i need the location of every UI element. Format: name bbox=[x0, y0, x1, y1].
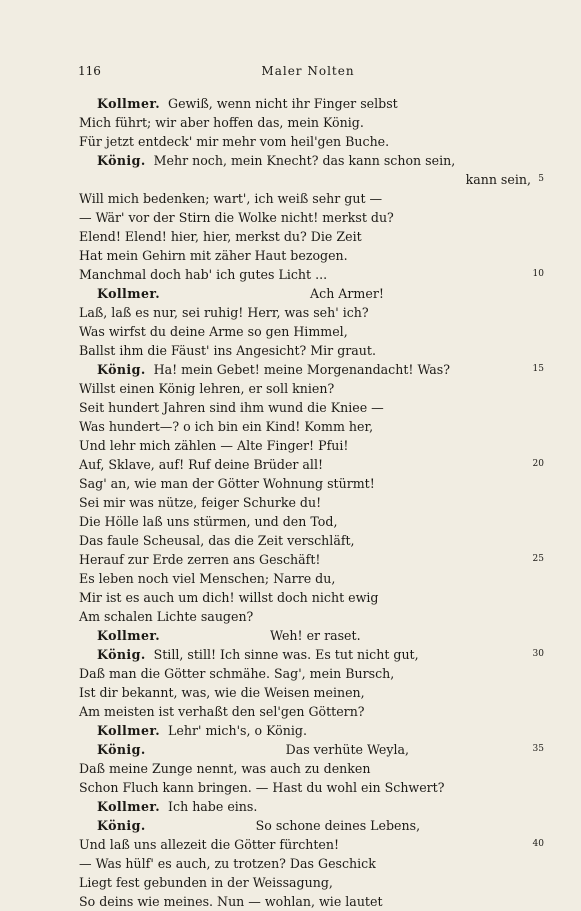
line-text: Seit hundert Jahren sind ihm wund die Kniee — bbox=[79, 400, 384, 415]
verse-line bbox=[79, 702, 541, 721]
verse-line bbox=[79, 721, 541, 740]
line-number: 25 bbox=[532, 554, 544, 564]
line-text: Und lehr mich zählen — Alte Finger! Pfui! bbox=[79, 438, 349, 453]
verse-line bbox=[79, 151, 541, 170]
verse-line bbox=[79, 740, 544, 759]
verse-line bbox=[79, 246, 541, 265]
line-text: Am meisten ist verhaßt den sel'gen Göttern? bbox=[79, 704, 365, 719]
line-text: Was hundert—? o ich bin ein Kind! Komm her, bbox=[79, 419, 374, 434]
line-number: 10 bbox=[532, 269, 544, 279]
verse-line bbox=[79, 835, 544, 854]
line-text: Das faule Scheusal, das die Zeit verschläft, bbox=[79, 533, 355, 548]
verse-line bbox=[79, 645, 544, 664]
verse-line bbox=[79, 797, 541, 816]
line-number: 20 bbox=[532, 459, 544, 469]
verse-line bbox=[79, 379, 541, 398]
verse-line bbox=[79, 531, 541, 550]
speaker-name: König. bbox=[97, 153, 146, 168]
line-text: Am schalen Lichte saugen? bbox=[79, 609, 254, 624]
line-text: Ballst ihm die Fäust' ins Angesicht? Mir graut. bbox=[79, 343, 376, 358]
speaker-name: König. bbox=[97, 362, 146, 377]
line-text: Was wirfst du deine Arme so gen Himmel, bbox=[79, 324, 348, 339]
line-text: Weh! er raset. bbox=[270, 628, 361, 643]
line-text: Und laß uns allezeit die Götter fürchten! bbox=[79, 837, 340, 852]
verse-line bbox=[79, 664, 541, 683]
verse-line bbox=[79, 360, 544, 379]
line-text: Lehr' mich's, o König. bbox=[168, 723, 307, 738]
verse-line bbox=[79, 94, 541, 113]
line-text: Für jetzt entdeck' mir mehr vom heil'gen Buche. bbox=[79, 134, 390, 149]
line-text: Will mich bedenken; wart', ich weiß sehr gut — bbox=[79, 191, 383, 206]
verse-line bbox=[79, 778, 541, 797]
verse-line bbox=[79, 493, 541, 512]
line-text: Ist dir bekannt, was, wie die Weisen meinen, bbox=[79, 685, 365, 700]
line-text: Hat mein Gehirn mit zäher Haut bezogen. bbox=[79, 248, 348, 263]
line-text: Das verhüte Weyla, bbox=[285, 742, 410, 757]
verse-line bbox=[79, 873, 541, 892]
verse-line bbox=[79, 322, 541, 341]
line-text: Ich habe eins. bbox=[168, 799, 258, 814]
verse-line bbox=[79, 474, 541, 493]
verse-line bbox=[79, 170, 544, 189]
speaker-name: Kollmer. bbox=[97, 799, 161, 814]
line-text: Die Hölle laß uns stürmen, und den Tod, bbox=[79, 514, 338, 529]
verse-line bbox=[79, 132, 541, 151]
verse-line bbox=[79, 512, 541, 531]
verse-line bbox=[79, 892, 541, 911]
verse-line bbox=[79, 816, 541, 835]
line-text: Willst einen König lehren, er soll knien? bbox=[79, 381, 335, 396]
line-text: Schon Fluch kann bringen. — Hast du wohl ein Schwert? bbox=[79, 780, 445, 795]
verse-line bbox=[79, 455, 544, 474]
speaker-name: Kollmer. bbox=[97, 628, 161, 643]
line-text: Daß man die Götter schmähe. Sag', mein Bursch, bbox=[79, 666, 395, 681]
verse-line bbox=[79, 113, 541, 132]
line-text: Sei mir was nütze, feiger Schurke du! bbox=[79, 495, 322, 510]
line-text: Laß, laß es nur, sei ruhig! Herr, was seh' ich? bbox=[79, 305, 369, 320]
line-text: Mich führt; wir aber hoffen das, mein König. bbox=[79, 115, 364, 130]
verse-line bbox=[79, 550, 544, 569]
line-text: Auf, Sklave, auf! Ruf deine Brüder all! bbox=[79, 457, 324, 472]
verse-line bbox=[79, 284, 541, 303]
line-number: 15 bbox=[532, 364, 544, 374]
line-number: 30 bbox=[532, 649, 544, 659]
verse-line bbox=[79, 341, 541, 360]
line-text: Liegt fest gebunden in der Weissagung, bbox=[79, 875, 333, 890]
line-text: Still, still! Ich sinne was. Es tut nicht gut, bbox=[153, 647, 419, 662]
verse-line bbox=[79, 208, 541, 227]
speaker-name: König. bbox=[97, 742, 146, 757]
line-number: 35 bbox=[532, 744, 544, 754]
line-number: 40 bbox=[532, 839, 544, 849]
verse-line bbox=[79, 303, 541, 322]
line-text: Ach Armer! bbox=[310, 286, 384, 301]
verse-line bbox=[79, 607, 541, 626]
speaker-name: Kollmer. bbox=[97, 286, 161, 301]
line-number: 5 bbox=[538, 174, 544, 184]
line-text: Gewiß, wenn nicht ihr Finger selbst bbox=[168, 96, 398, 111]
line-text: Es leben noch viel Menschen; Narre du, bbox=[79, 571, 336, 586]
running-title: Maler Nolten bbox=[261, 64, 355, 78]
verse-line bbox=[79, 398, 541, 417]
page-number: 116 bbox=[78, 64, 101, 78]
verse-line bbox=[79, 189, 541, 208]
verse-line bbox=[79, 227, 541, 246]
verse-line bbox=[79, 588, 541, 607]
verse-line bbox=[79, 759, 541, 778]
speaker-name: Kollmer. bbox=[97, 723, 161, 738]
line-text: Elend! Elend! hier, hier, merkst du? Die Zeit bbox=[79, 229, 362, 244]
line-text: — Wär' vor der Stirn die Wolke nicht! merkst du? bbox=[79, 210, 394, 225]
speaker-name: König. bbox=[97, 818, 146, 833]
line-text: Mehr noch, mein Knecht? das kann schon sein, bbox=[153, 153, 456, 168]
line-text: So schone deines Lebens, bbox=[255, 818, 421, 833]
page-header bbox=[78, 64, 538, 80]
line-text: Ha! mein Gebet! meine Morgenandacht! Was? bbox=[153, 362, 451, 377]
verse-line bbox=[79, 436, 541, 455]
speaker-name: Kollmer. bbox=[97, 96, 161, 111]
speaker-name: König. bbox=[97, 647, 146, 662]
verse-line bbox=[79, 417, 541, 436]
verse-line bbox=[79, 569, 541, 588]
line-text: Manchmal doch hab' ich gutes Licht ... bbox=[79, 267, 328, 282]
line-text: Herauf zur Erde zerren ans Geschäft! bbox=[79, 552, 321, 567]
line-text: Mir ist es auch um dich! willst doch nicht ewig bbox=[79, 590, 379, 605]
line-text: So deins wie meines. Nun — wohlan, wie lautet bbox=[79, 894, 383, 909]
verse-line bbox=[79, 683, 541, 702]
line-text: kann sein, bbox=[465, 172, 531, 187]
line-text: Sag' an, wie man der Götter Wohnung stürmt! bbox=[79, 476, 375, 491]
line-text: — Was hülf' es auch, zu trotzen? Das Geschick bbox=[79, 856, 376, 871]
verse-line bbox=[79, 854, 541, 873]
verse-line bbox=[79, 626, 541, 645]
line-text: Daß meine Zunge nennt, was auch zu denken bbox=[79, 761, 371, 776]
verse-line bbox=[79, 265, 544, 284]
verse-text bbox=[79, 94, 544, 911]
